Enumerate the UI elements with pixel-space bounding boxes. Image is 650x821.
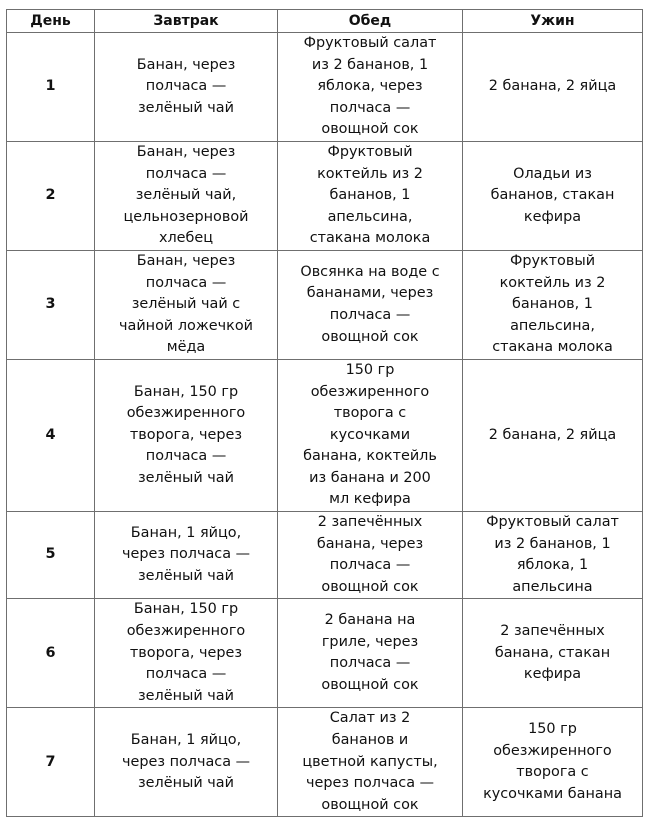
day-cell: 6 <box>7 599 95 708</box>
header-day: День <box>7 10 95 33</box>
table-row <box>7 141 643 250</box>
breakfast-cell: Банан, 150 гр обезжиренного творога, через полчаса — зелёный чай <box>95 599 278 708</box>
dinner-cell: 150 гр обезжиренного творога с кусочками банана <box>463 708 643 817</box>
header-dinner: Ужин <box>463 10 643 33</box>
table-row <box>7 250 643 359</box>
breakfast-cell: Банан, через полчаса — зелёный чай с чайной ложечкой мёда <box>95 250 278 359</box>
lunch-cell: Фруктовый салат из 2 бананов, 1 яблока, через полчаса — овощной сок <box>278 33 463 142</box>
dinner-cell: 2 запечённых банана, стакан кефира <box>463 599 643 708</box>
lunch-cell: 150 гр обезжиренного творога с кусочками банана, коктейль из банана и 200 мл кефира <box>278 359 463 511</box>
lunch-cell: Овсянка на воде с бананами, через полчаса — овощной сок <box>278 250 463 359</box>
day-cell: 2 <box>7 141 95 250</box>
breakfast-cell: Банан, через полчаса — зелёный чай, цельнозерновой хлебец <box>95 141 278 250</box>
table-row <box>7 599 643 708</box>
dinner-cell: Оладьи из бананов, стакан кефира <box>463 141 643 250</box>
header-lunch: Обед <box>278 10 463 33</box>
day-cell: 7 <box>7 708 95 817</box>
dinner-cell: Фруктовый салат из 2 бананов, 1 яблока, 1 апельсина <box>463 512 643 599</box>
day-cell: 3 <box>7 250 95 359</box>
day-cell: 1 <box>7 33 95 142</box>
day-cell: 5 <box>7 512 95 599</box>
lunch-cell: 2 банана на гриле, через полчаса — овощной сок <box>278 599 463 708</box>
lunch-cell: Фруктовый коктейль из 2 бананов, 1 апельсина, стакана молока <box>278 141 463 250</box>
day-cell: 4 <box>7 359 95 511</box>
breakfast-cell: Банан, через полчаса — зелёный чай <box>95 33 278 142</box>
table-row <box>7 512 643 599</box>
dinner-cell: 2 банана, 2 яйца <box>463 33 643 142</box>
banana-diet-menu-table <box>6 9 643 817</box>
dinner-cell: 2 банана, 2 яйца <box>463 359 643 511</box>
lunch-cell: Салат из 2 бананов и цветной капусты, через полчаса — овощной сок <box>278 708 463 817</box>
breakfast-cell: Банан, 1 яйцо, через полчаса — зелёный чай <box>95 512 278 599</box>
breakfast-cell: Банан, 1 яйцо, через полчаса — зелёный чай <box>95 708 278 817</box>
table-row <box>7 708 643 817</box>
table-row <box>7 33 643 142</box>
table-row <box>7 359 643 511</box>
header-breakfast: Завтрак <box>95 10 278 33</box>
header-row <box>7 10 643 33</box>
lunch-cell: 2 запечённых банана, через полчаса — овощной сок <box>278 512 463 599</box>
dinner-cell: Фруктовый коктейль из 2 бананов, 1 апельсина, стакана молока <box>463 250 643 359</box>
breakfast-cell: Банан, 150 гр обезжиренного творога, через полчаса — зелёный чай <box>95 359 278 511</box>
